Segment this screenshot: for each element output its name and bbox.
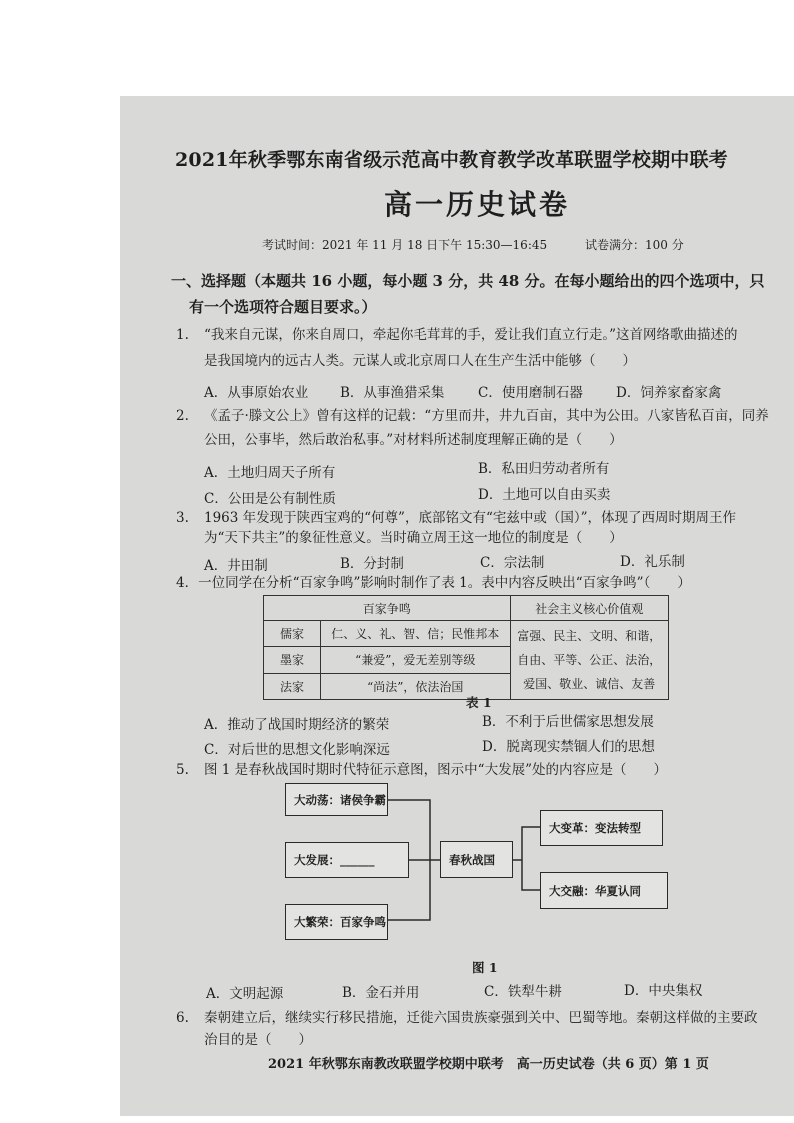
question-3-line-1: 1963 年发现于陕西宝鸡的“何尊”，底部铭文有“宅兹中或（国）”，体现了西周时期周王作	[204, 510, 737, 526]
table-cell-idea: “尚法”，依法治国	[320, 673, 510, 699]
table-cell-idea: “兼爱”，爱无差别等级	[320, 647, 510, 673]
table-cell-school: 法家	[264, 673, 321, 699]
q1-option-d: D．饲养家畜家禽	[616, 385, 722, 401]
question-4-line-1: 4．一位同学在分析“百家争鸣”影响时制作了表 1。表中内容反映出“百家争鸣”（ ）	[176, 575, 691, 591]
diagram-box-prosperity: 大繁荣：百家争鸣	[285, 904, 388, 940]
table-cell-school: 儒家	[264, 621, 321, 647]
q4-option-b: B．不利于后世儒家思想发展	[482, 714, 654, 730]
question-5-number: 5.	[176, 762, 189, 778]
q3-option-a: A．井田制	[204, 558, 268, 574]
q3-option-b: B．分封制	[340, 556, 404, 572]
diagram-box-spring-autumn: 春秋战国	[440, 841, 513, 878]
table-cell-values: 富强、民主、文明、和谐，自由、平等、公正、法治，爱国、敬业、诚信、友善	[510, 621, 668, 700]
q3-option-c: C．宗法制	[480, 555, 545, 571]
question-3-number: 3.	[176, 510, 189, 526]
section-line-1: 一、选择题（本题共 16 小题，每小题 3 分，共 48 分。在每小题给出的四个选项中，只	[171, 272, 765, 290]
q2-option-a: A．土地归周天子所有	[204, 465, 336, 481]
diagram-box-development: 大发展：______	[285, 842, 409, 878]
question-1-number: 1.	[176, 327, 189, 343]
q2-option-c: C．公田是公有制性质	[204, 491, 336, 507]
table-cell-school: 墨家	[264, 647, 321, 673]
q1-option-c: C．使用磨制石器	[478, 385, 583, 401]
q5-option-a: A．文明起源	[206, 986, 284, 1002]
exam-subtitle: 高一历史试卷	[384, 188, 571, 221]
right-bracket-line	[522, 827, 540, 890]
diagram-caption: 图 1	[472, 960, 498, 975]
question-3-line-2: 为“天下共主”的象征性意义。当时确立周王这一地位的制度是（ ）	[204, 530, 623, 546]
question-2-line-1: 《孟子·滕文公上》曾有这样的记载：“方里而井，井九百亩，其中为公田。八家皆私百亩，同养	[204, 408, 769, 424]
diagram-box-turmoil: 大动荡：诸侯争霸	[285, 783, 388, 816]
question-1-line-2: 是我国境内的远古人类。元谋人或北京周口人在生产生活中能够（ ）	[204, 353, 636, 369]
q2-option-d: D．土地可以自由买卖	[478, 487, 611, 503]
q5-option-b: B．金石并用	[342, 985, 420, 1001]
diagram-box-reform: 大变革：变法转型	[540, 810, 663, 846]
diagram-box-integration: 大交融：华夏认同	[540, 872, 668, 909]
q2-option-b: B．私田归劳动者所有	[478, 461, 610, 477]
q3-option-d: D．礼乐制	[620, 554, 685, 570]
question-6-line-1: 秦朝建立后，继续实行移民措施，迁徙六国贵族豪强到关中、巴蜀等地。秦朝这样做的主要政	[204, 1010, 758, 1026]
exam-title: 2021年秋季鄂东南省级示范高中教育教学改革联盟学校期中联考	[175, 149, 728, 171]
question-6-number: 6.	[176, 1010, 189, 1026]
question-2-number: 2.	[176, 408, 189, 424]
table-header-hundred-schools: 百家争鸣	[264, 596, 511, 621]
table-caption: 表 1	[466, 695, 492, 710]
q4-option-c: C．对后世的思想文化影响深远	[204, 742, 390, 758]
q5-option-d: D．中央集权	[624, 983, 703, 999]
question-5-line-1: 图 1 是春秋战国时期时代特征示意图，图示中“大发展”处的内容应是（ ）	[204, 762, 667, 778]
page-footer: 2021 年秋鄂东南教改联盟学校期中联考 高一历史试卷（共 6 页）第 1 页	[268, 1057, 709, 1072]
question-2-line-2: 公田，公事毕，然后敢治私事。”对材料所述制度理解正确的是（ ）	[204, 432, 623, 448]
full-score: 试卷满分：100 分	[584, 238, 684, 252]
q5-option-c: C．铁犁牛耕	[484, 984, 562, 1000]
question-1-line-1: “我来自元谋，你来自周口，牵起你毛茸茸的手，爱让我们直立行走。”这首网络歌曲描述的	[204, 327, 738, 343]
table-cell-idea: 仁、义、礼、智、信；民惟邦本	[320, 621, 510, 647]
q1-option-a: A．从事原始农业	[204, 385, 309, 401]
question-6-line-2: 治目的是（ ）	[204, 1032, 312, 1048]
table-header-core-values: 社会主义核心价值观	[510, 596, 668, 621]
section-line-2: 有一个选项符合题目要求。）	[189, 298, 377, 316]
q1-option-b: B．从事渔猎采集	[340, 385, 445, 401]
q4-option-a: A．推动了战国时期经济的繁荣	[204, 717, 390, 733]
exam-time: 考试时间：2021 年 11 月 18 日下午 15:30—16:45	[262, 238, 548, 252]
q4-option-d: D．脱离现实禁锢人们的思想	[482, 739, 655, 755]
